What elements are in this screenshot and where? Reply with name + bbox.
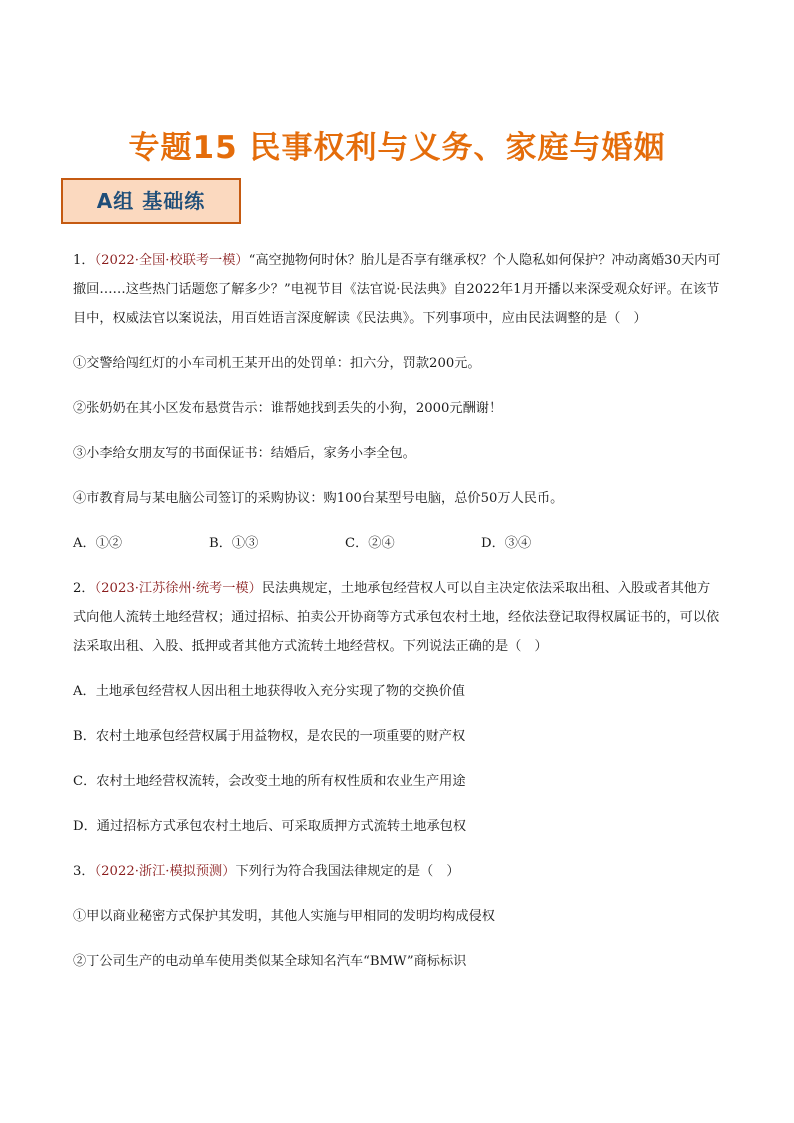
question-2-stem	[73, 574, 723, 661]
question-1-number: 1．	[73, 253, 95, 268]
question-1-stem	[73, 246, 723, 333]
question-3-text: 下列行为符合我国法律规定的是（ ）	[235, 864, 460, 879]
question-3-stem	[73, 857, 723, 886]
choice-d: D．③④	[481, 536, 532, 551]
question-1-source: （2022·全国·校联考一模）	[94, 253, 249, 268]
question-3-number: 3．	[73, 864, 95, 879]
question-1-item: ④市教育局与某电脑公司签订的采购协议：购100台某型号电脑，总价50万人民币。	[73, 491, 564, 506]
question-2-option: A．土地承包经营权人因出租土地获得收入充分实现了物的交换价值	[73, 684, 465, 699]
question-1-text: “高空抛物何时休？胎儿是否享有继承权？个人隐私如何保护？冲动离婚30天内可撤回……这些热门话题您了解多少？”电视节目《法官说·民法典》自2022年1月开播以来深受观众好评。在该节目中，权威法官以案说法，用百姓语言深度解读《民法典》。下列事项中，应由民法调整的是（ ）	[73, 253, 721, 326]
question-3-item: ①甲以商业秘密方式保护其发明，其他人实施与甲相同的发明均构成侵权	[73, 909, 495, 924]
choice-a: A．①②	[73, 536, 123, 551]
question-2-option: C．农村土地经营权流转，会改变土地的所有权性质和农业生产用途	[73, 774, 466, 789]
question-1-item: ②张奶奶在其小区发布悬赏告示：谁帮她找到丢失的小狗，2000元酬谢！	[73, 401, 503, 416]
question-2-option: D．通过招标方式承包农村土地后、可采取质押方式流转土地承包权	[73, 819, 467, 834]
question-1-choices	[73, 529, 723, 558]
choice-b: B．①③	[209, 536, 259, 551]
question-1-item: ①交警给闯红灯的小车司机王某开出的处罚单：扣六分，罚款200元。	[73, 356, 481, 371]
choice-c: C．②④	[345, 536, 395, 551]
question-3-source: （2022·浙江·模拟预测）	[94, 864, 236, 879]
question-2-text: 民法典规定，土地承包经营权人可以自主决定依法采取出租、入股或者其他方式向他人流转土地经营权；通过招标、拍卖公开协商等方式承包农村土地，经依法登记取得权属证书的，可以依法采取出租、入股、抵押或者其他方式流转土地经营权。下列说法正确的是（ ）	[73, 581, 720, 654]
question-1-item: ③小李给女朋友写的书面保证书：结婚后，家务小李全包。	[73, 446, 416, 461]
question-3-item: ②丁公司生产的电动单车使用类似某全球知名汽车“BMW”商标标识	[73, 954, 467, 969]
questions	[73, 246, 723, 992]
group-label-box: A组 基础练	[61, 178, 241, 224]
question-2-source: （2023·江苏徐州·统考一模）	[94, 581, 262, 596]
question-2-option: B．农村土地承包经营权属于用益物权，是农民的一项重要的财产权	[73, 729, 466, 744]
page-title: 专题15 民事权利与义务、家庭与婚姻	[128, 130, 666, 166]
question-2-number: 2．	[73, 581, 95, 596]
